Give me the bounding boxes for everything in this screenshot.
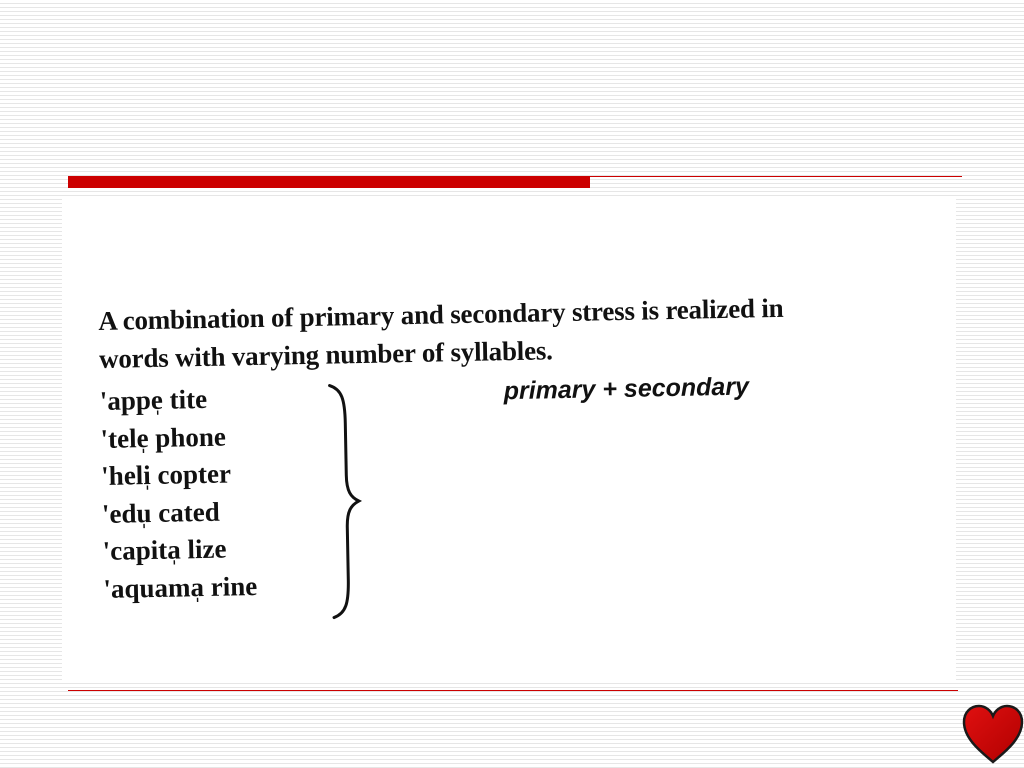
word-item: 'appe̩ tite <box>99 383 208 416</box>
word-item: 'aquama̩ rine <box>103 570 258 604</box>
word-list <box>100 383 258 611</box>
accent-line <box>590 176 962 177</box>
right-curly-brace-icon <box>328 383 365 620</box>
accent-bar <box>68 176 590 188</box>
intro-line: words with varying number of syllables. <box>98 335 553 374</box>
word-item: 'tele̩ phone <box>100 421 227 454</box>
stress-label: primary + secondary <box>503 372 750 406</box>
word-item: 'edu̩ cated <box>101 496 221 529</box>
scanned-text-block <box>98 291 884 626</box>
heart-icon <box>962 704 1024 766</box>
intro-line: A combination of primary and secondary stress is realized in <box>98 292 784 336</box>
word-item: 'heli̩ copter <box>100 458 232 492</box>
bottom-rule <box>68 690 958 691</box>
word-item: 'capita̩ lize <box>102 533 227 567</box>
